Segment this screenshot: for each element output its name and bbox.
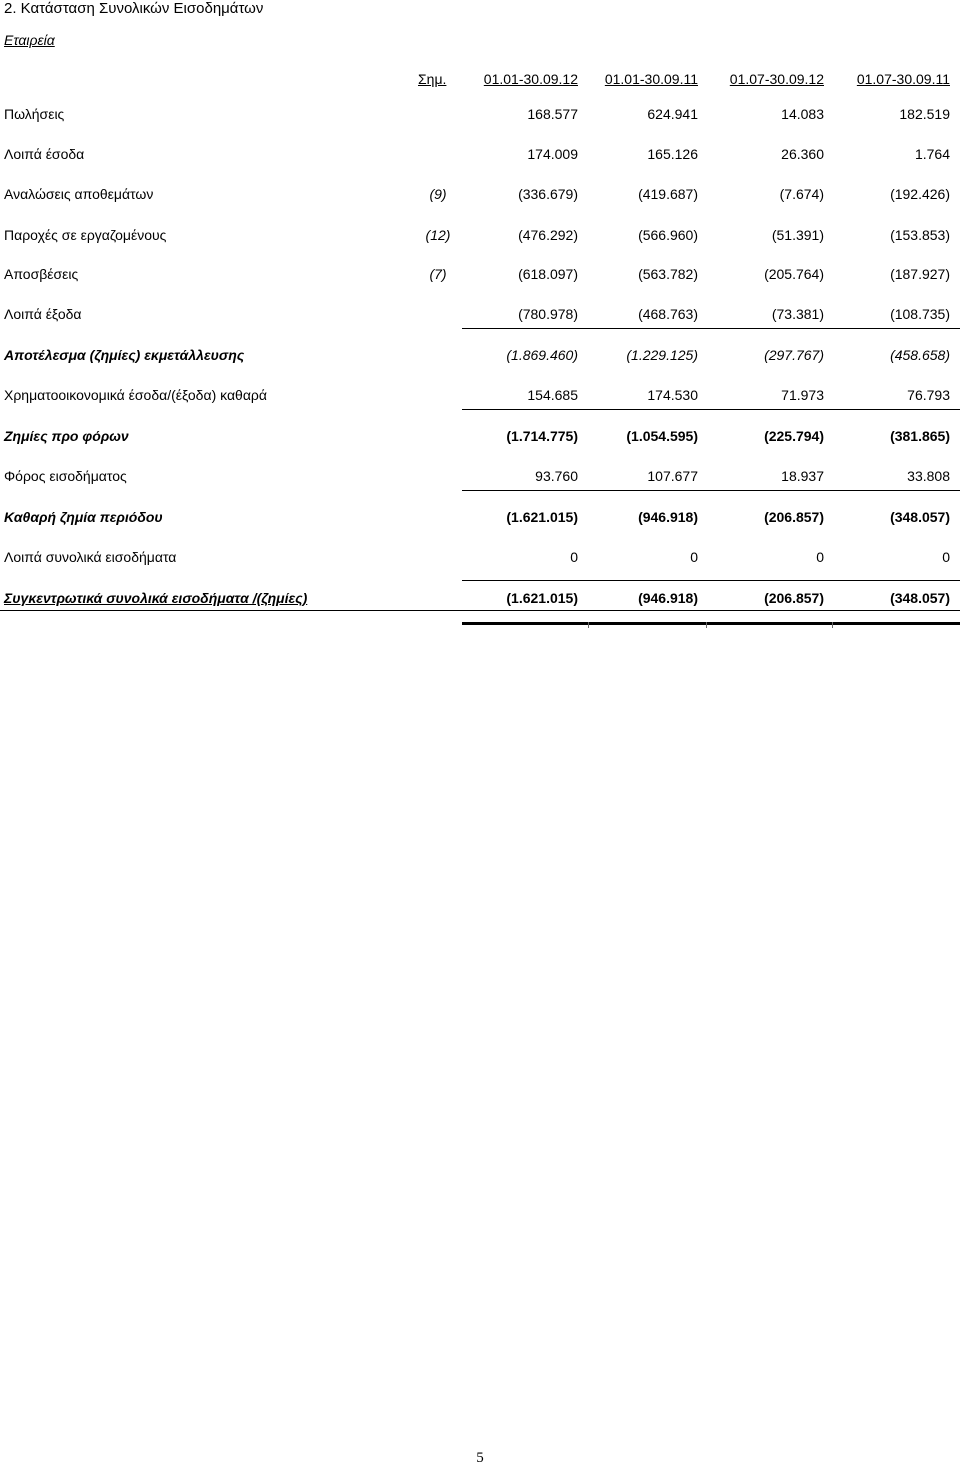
cell: (946.918) (638, 509, 698, 525)
note-ref: (12) (425, 227, 451, 243)
subtotal-rule (462, 580, 960, 581)
row-label-employee-benefits: Παροχές σε εργαζομένους (4, 227, 167, 243)
cell: 14.083 (781, 106, 824, 122)
cell: 0 (816, 549, 824, 565)
header-col-4: 01.07-30.09.11 (856, 71, 950, 87)
cell: (348.057) (890, 509, 950, 525)
cell: (618.097) (518, 266, 578, 282)
cell: 1.764 (914, 146, 950, 162)
cell: 18.937 (781, 468, 824, 484)
cell: 174.530 (647, 387, 698, 403)
subtotal-rule (462, 490, 960, 491)
cell: 168.577 (527, 106, 578, 122)
cell: (187.927) (890, 266, 950, 282)
cell: (1.714.775) (506, 428, 578, 444)
double-underline (462, 622, 960, 625)
cell: (458.658) (890, 347, 950, 363)
header-note: Σημ. (418, 71, 447, 87)
row-label-inventory: Αναλώσεις αποθεμάτων (4, 186, 154, 202)
cell: (206.857) (764, 509, 824, 525)
cell: (780.978) (518, 306, 578, 322)
cell: 0 (942, 549, 950, 565)
cell: 624.941 (647, 106, 698, 122)
cell: (1.054.595) (626, 428, 698, 444)
note-ref: (9) (429, 186, 447, 202)
row-label-loss-before-tax: Ζημίες προ φόρων (4, 428, 129, 444)
column-divider (832, 622, 833, 628)
row-label-net-loss: Καθαρή ζημία περιόδου (4, 509, 163, 525)
cell: 154.685 (527, 387, 578, 403)
subtotal-rule (462, 409, 960, 410)
cell: 71.973 (781, 387, 824, 403)
cell: (1.229.125) (626, 347, 698, 363)
cell: (348.057) (890, 590, 950, 606)
cell: (563.782) (638, 266, 698, 282)
row-label-other-expenses: Λοιπά έξοδα (4, 306, 82, 322)
cell: (468.763) (638, 306, 698, 322)
row-label-other-income: Λοιπά έσοδα (4, 146, 85, 162)
cell: 76.793 (907, 387, 950, 403)
page-number: 5 (476, 1450, 484, 1466)
cell: 182.519 (899, 106, 950, 122)
cell: (7.674) (779, 186, 824, 202)
row-label-total-comprehensive: Συγκεντρωτικά συνολικά εισοδήματα /(ζημίες) (4, 590, 308, 606)
cell: (1.869.460) (506, 347, 578, 363)
row-label-sales: Πωλήσεις (4, 106, 65, 122)
cell: 26.360 (781, 146, 824, 162)
subtotal-rule (462, 328, 960, 329)
row-label-other-comprehensive: Λοιπά συνολικά εισοδήματα (4, 549, 177, 565)
cell: (476.292) (518, 227, 578, 243)
cell: (946.918) (638, 590, 698, 606)
column-divider (706, 622, 707, 628)
cell: (297.767) (764, 347, 824, 363)
row-label-finance-net: Χρηματοοικονομικά έσοδα/(έξοδα) καθαρά (4, 387, 267, 403)
cell: (1.621.015) (506, 590, 578, 606)
total-rule (0, 610, 960, 611)
cell: (336.679) (518, 186, 578, 202)
cell: 93.760 (535, 468, 578, 484)
cell: (1.621.015) (506, 509, 578, 525)
cell: 165.126 (647, 146, 698, 162)
cell: (419.687) (638, 186, 698, 202)
row-label-depreciation: Αποσβέσεις (4, 266, 79, 282)
cell: (192.426) (890, 186, 950, 202)
header-col-3: 01.07-30.09.12 (729, 71, 824, 87)
header-col-2: 01.01-30.09.11 (604, 71, 698, 87)
cell: (381.865) (890, 428, 950, 444)
note-ref: (7) (429, 266, 447, 282)
cell: 33.808 (907, 468, 950, 484)
cell: (205.764) (764, 266, 824, 282)
cell: (225.794) (764, 428, 824, 444)
column-divider (588, 622, 589, 628)
cell: (51.391) (771, 227, 824, 243)
cell: (73.381) (771, 306, 824, 322)
row-label-operating-result: Αποτέλεσμα (ζημίες) εκμετάλλευσης (4, 347, 245, 363)
cell: (153.853) (890, 227, 950, 243)
company-label: Εταιρεία (4, 32, 55, 48)
cell: 0 (690, 549, 698, 565)
cell: 0 (570, 549, 578, 565)
cell: (108.735) (890, 306, 950, 322)
header-col-1: 01.01-30.09.12 (483, 71, 578, 87)
cell: 107.677 (647, 468, 698, 484)
statement-title: 2. Κατάσταση Συνολικών Εισοδημάτων (4, 0, 264, 17)
cell: (566.960) (638, 227, 698, 243)
row-label-income-tax: Φόρος εισοδήματος (4, 468, 127, 484)
cell: 174.009 (527, 146, 578, 162)
cell: (206.857) (764, 590, 824, 606)
